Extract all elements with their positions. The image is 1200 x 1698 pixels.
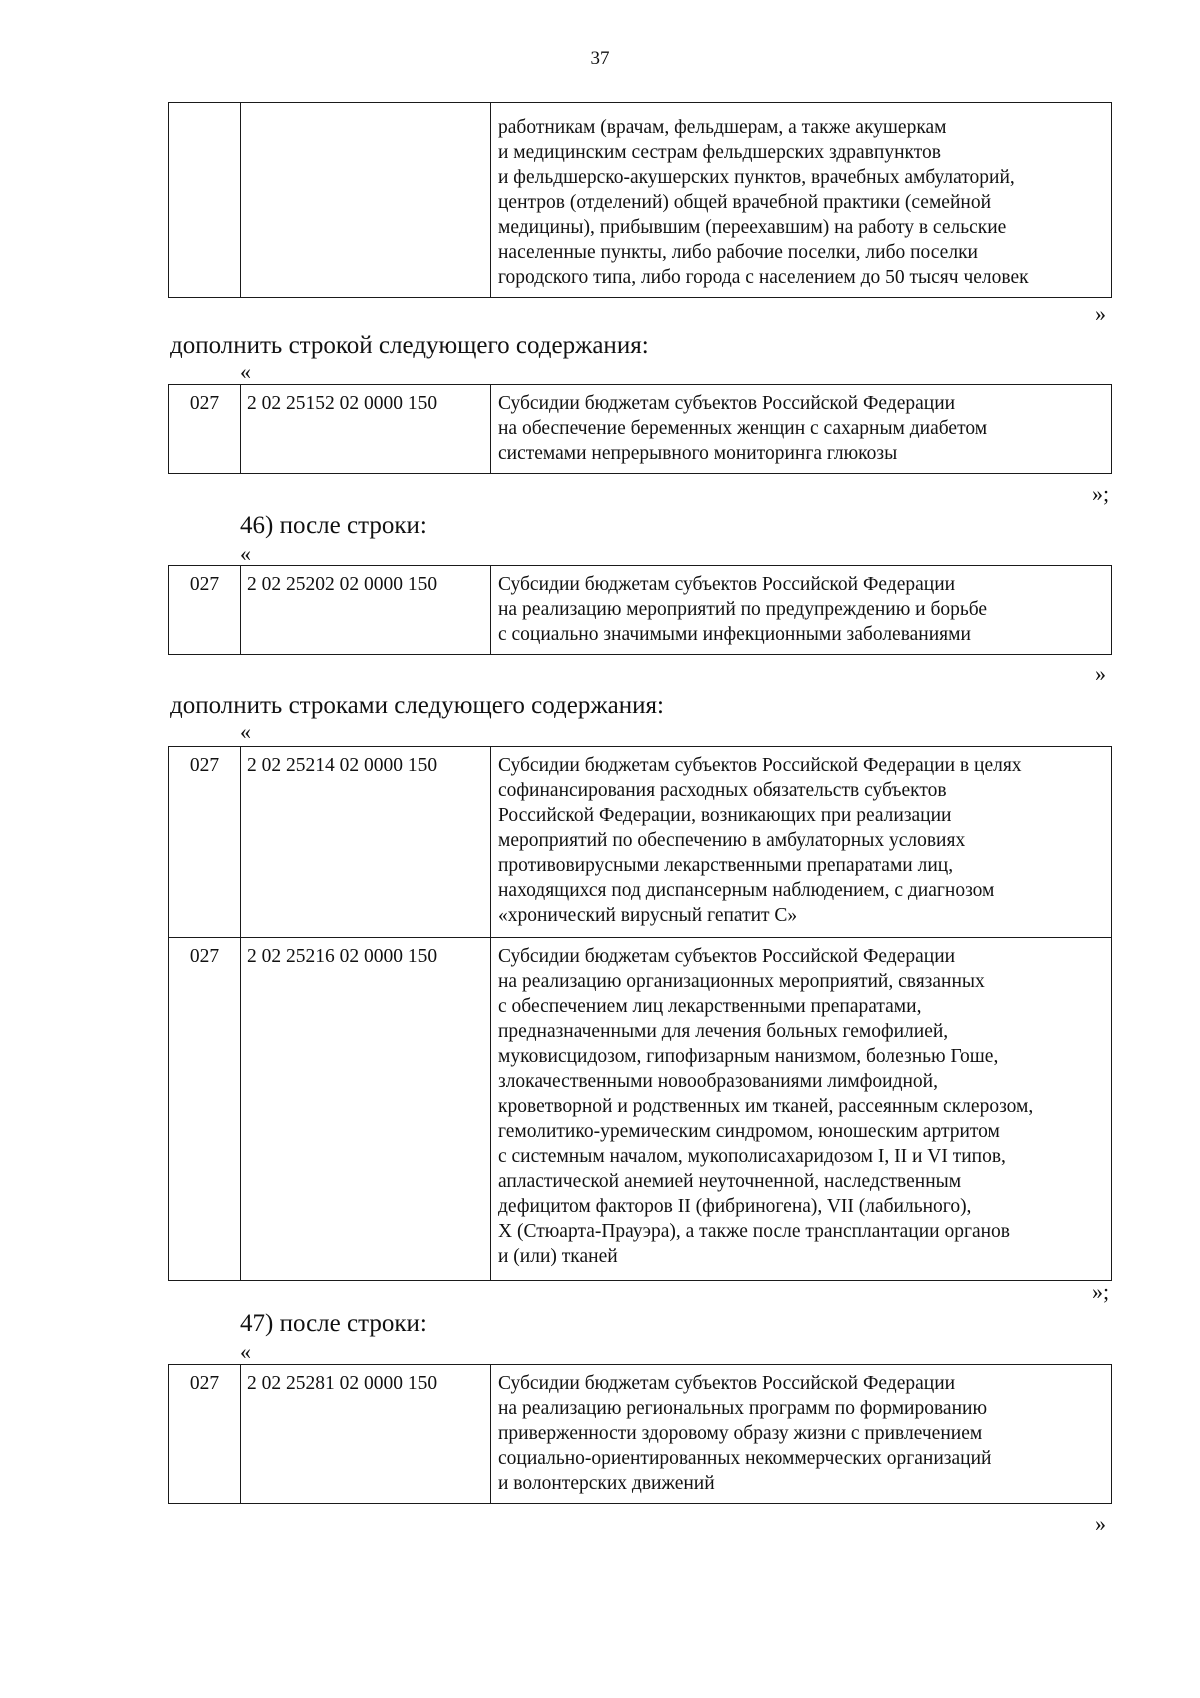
description-line: и (или) тканей <box>498 1246 618 1267</box>
opening-quote: « <box>240 359 251 384</box>
table-continuation <box>168 102 1112 298</box>
description-line: на реализацию организационных мероприятий, связанных <box>498 971 985 992</box>
section-heading: дополнить строкой следующего содержания: <box>170 332 649 359</box>
closing-quote: »; <box>1092 1279 1110 1304</box>
kbk-cell: 2 02 25152 02 0000 150 <box>241 385 491 474</box>
description-line: Субсидии бюджетам субъектов Российской Федерации <box>498 574 956 595</box>
table-row <box>169 103 1112 298</box>
description-cell <box>491 747 1112 938</box>
table-row <box>169 747 1112 938</box>
description-line: «хронический вирусный гепатит С» <box>498 905 798 926</box>
description-line: злокачественными новообразованиями лимфоидной, <box>498 1071 938 1092</box>
code-cell: 027 <box>169 566 241 655</box>
kbk-cell: 2 02 25202 02 0000 150 <box>241 566 491 655</box>
description-line: гемолитико-уремическим синдромом, юношеским артритом <box>498 1121 1000 1142</box>
code-cell: 027 <box>169 747 241 938</box>
description-line: X (Стюарта-Прауэра), а также после трансплантации органов <box>498 1221 1011 1242</box>
description-line: и волонтерских движений <box>498 1473 715 1494</box>
description-line: муковисцидозом, гипофизарным нанизмом, болезнью Гоше, <box>498 1046 999 1067</box>
description-cell <box>491 566 1112 655</box>
table-section3 <box>168 746 1112 1281</box>
code-cell: 027 <box>169 938 241 1281</box>
description-line: на обеспечение беременных женщин с сахарным диабетом <box>498 418 988 439</box>
table-row <box>169 1365 1112 1504</box>
description-line: центров (отделений) общей врачебной практики (семейной <box>498 192 992 213</box>
opening-quote: « <box>240 719 251 744</box>
description-line: Российской Федерации, возникающих при реализации <box>498 805 952 826</box>
closing-quote: »; <box>1092 481 1110 506</box>
description-line: системами непрерывного мониторинга глюкозы <box>498 443 898 464</box>
description-line: работникам (врачам, фельдшерам, а также акушеркам <box>498 117 947 138</box>
description-line: населенные пункты, либо рабочие поселки, либо поселки <box>498 242 978 263</box>
description-line: дефицитом факторов II (фибриногена), VII (лабильного), <box>498 1196 972 1217</box>
kbk-cell <box>241 103 491 298</box>
description-line: на реализацию региональных программ по формированию <box>498 1398 988 1419</box>
description-line: приверженности здоровому образу жизни с привлечением <box>498 1423 983 1444</box>
description-line: апластической анемией неуточненной, наследственным <box>498 1171 962 1192</box>
description-cell <box>491 385 1112 474</box>
code-cell: 027 <box>169 1365 241 1504</box>
description-line: Субсидии бюджетам субъектов Российской Федерации <box>498 946 956 967</box>
description-line: софинансирования расходных обязательств субъектов <box>498 780 947 801</box>
table-section1 <box>168 384 1112 474</box>
description-line: находящихся под диспансерным наблюдением, с диагнозом <box>498 880 995 901</box>
description-line: с обеспечением лиц лекарственными препаратами, <box>498 996 922 1017</box>
closing-quote: » <box>1095 1511 1106 1536</box>
closing-quote: » <box>1095 301 1106 326</box>
description-line: медицины), прибывшим (переехавшим) на работу в сельские <box>498 217 1007 238</box>
section-heading: 46) после строки: <box>240 512 427 539</box>
closing-quote: » <box>1095 661 1106 686</box>
description-line: противовирусными лекарственными препаратами лиц, <box>498 855 954 876</box>
description-line: и фельдшерско-акушерских пунктов, врачебных амбулаторий, <box>498 167 1015 188</box>
description-cell <box>491 938 1112 1281</box>
table-row <box>169 938 1112 1281</box>
description-line: Субсидии бюджетам субъектов Российской Федерации <box>498 1373 956 1394</box>
description-line: Субсидии бюджетам субъектов Российской Федерации в целях <box>498 755 1022 776</box>
description-line: и медицинским сестрам фельдшерских здравпунктов <box>498 142 941 163</box>
description-line: кроветворной и родственных им тканей, рассеянным склерозом, <box>498 1096 1034 1117</box>
table-row <box>169 566 1112 655</box>
table-row <box>169 385 1112 474</box>
table-section2 <box>168 565 1112 655</box>
description-line: на реализацию мероприятий по предупреждению и борьбе <box>498 599 988 620</box>
page-number: 37 <box>590 48 610 69</box>
kbk-cell: 2 02 25281 02 0000 150 <box>241 1365 491 1504</box>
description-line: мероприятий по обеспечению в амбулаторных условиях <box>498 830 966 851</box>
section-heading: дополнить строками следующего содержания: <box>170 692 664 719</box>
description-cell <box>491 1365 1112 1504</box>
kbk-cell: 2 02 25216 02 0000 150 <box>241 938 491 1281</box>
description-line: Субсидии бюджетам субъектов Российской Федерации <box>498 393 956 414</box>
description-line: предназначенными для лечения больных гемофилией, <box>498 1021 949 1042</box>
description-cell <box>491 103 1112 298</box>
opening-quote: « <box>240 1339 251 1364</box>
code-cell: 027 <box>169 385 241 474</box>
kbk-cell: 2 02 25214 02 0000 150 <box>241 747 491 938</box>
description-line: с социально значимыми инфекционными заболеваниями <box>498 624 971 645</box>
table-section4 <box>168 1364 1112 1504</box>
section-heading: 47) после строки: <box>240 1310 427 1337</box>
opening-quote: « <box>240 541 251 566</box>
description-line: с системным началом, мукополисахаридозом I, II и VI типов, <box>498 1146 1006 1167</box>
description-line: городского типа, либо города с населением до 50 тысяч человек <box>498 267 1029 288</box>
description-line: социально-ориентированных некоммерческих организаций <box>498 1448 992 1469</box>
code-cell <box>169 103 241 298</box>
